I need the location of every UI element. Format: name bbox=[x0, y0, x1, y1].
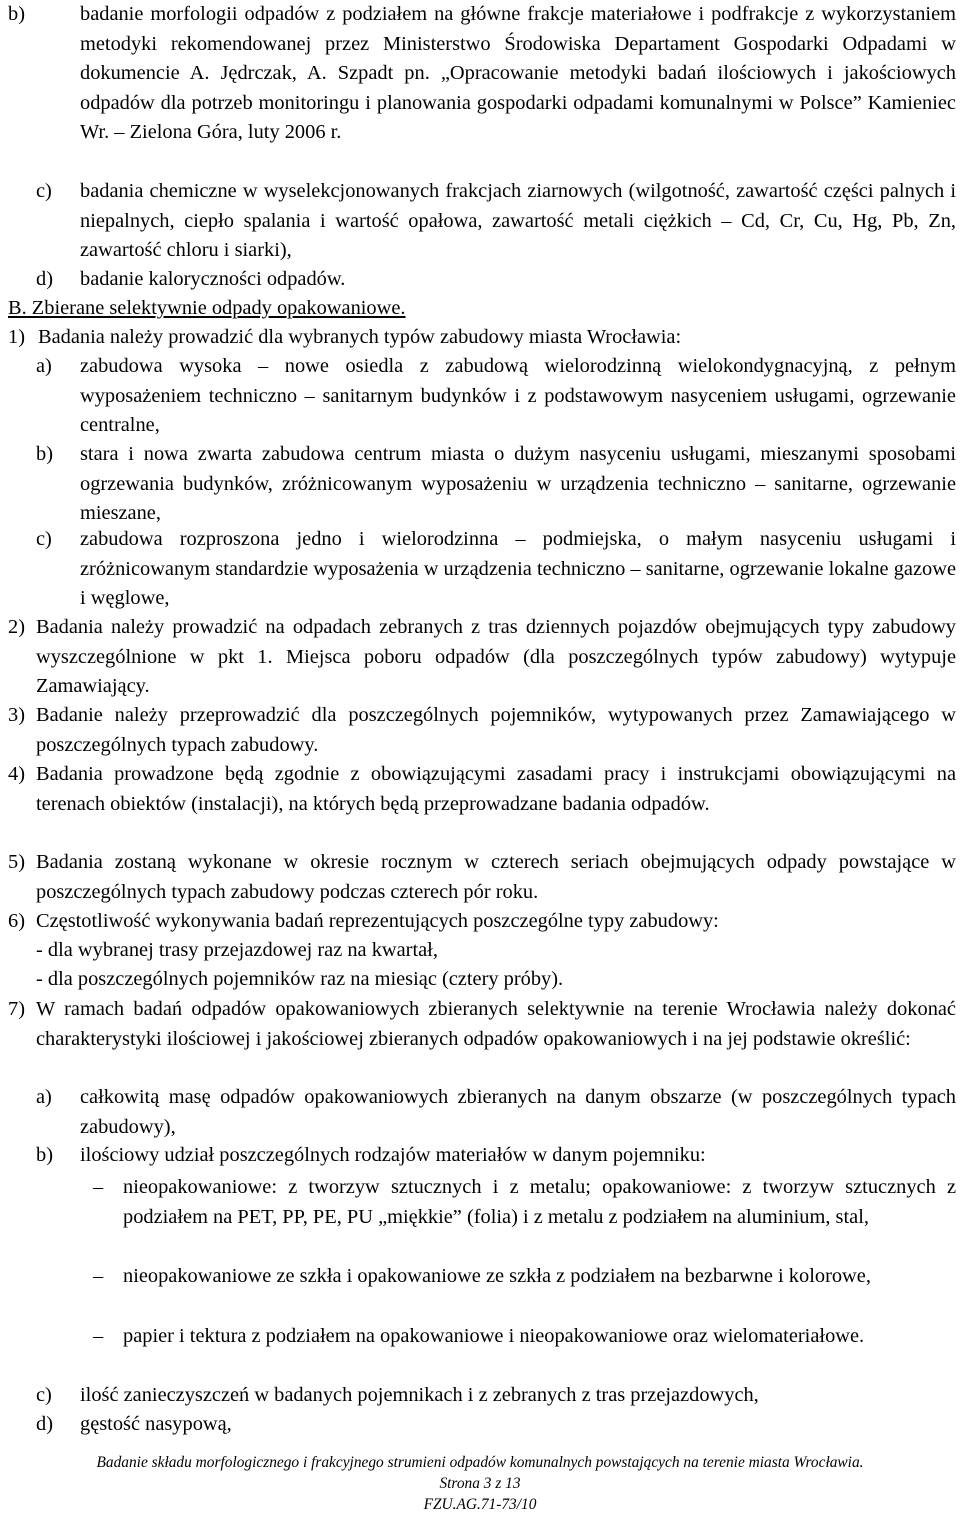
numbered-item-3 bbox=[8, 701, 956, 760]
sub-item-1a bbox=[36, 352, 956, 441]
footer-page-number: Strona 3 z 13 bbox=[439, 1475, 521, 1492]
footer-reference: FZU.AG.71-73/10 bbox=[423, 1496, 537, 1513]
list-text: badania chemiczne w wyselekcjonowanych frakcjach ziarnowych (wilgotność, zawartość części palnych i niepalnych, ciepło spalania i wartość opałowa, zawartość metali ciężkich – Cd, Cr, Cu, Hg, Pb, Zn, zawartość chloru i siarki), bbox=[80, 180, 956, 261]
dash-item-paper bbox=[93, 1322, 956, 1352]
list-label: c) bbox=[36, 1384, 52, 1406]
list-text: badanie morfologii odpadów z podziałem na główne frakcje materiałowe i podfrakcje z wykorzystaniem metodyki rekomendowanej przez Ministerstwo Środowiska Departament Gospodarki Odpadami w dokumencie A. Jędrczak, A. Szpadt pn. „Opracowanie metodyki badań ilościowych i jakościowych odpadów dla potrzeb monitoringu i planowania gospodarki odpadami komunalnymi w Polsce” Kamieniec Wr. – Zielona Góra, luty 2006 r. bbox=[80, 3, 956, 143]
dash-label: – bbox=[93, 1176, 104, 1198]
dash-label: – bbox=[93, 1265, 104, 1287]
footer-title: Badanie składu morfologicznego i frakcyjnego strumieni odpadów komunalnych powstających na terenie miasta Wrocławia. bbox=[96, 1454, 864, 1471]
dash-text: nieopakowaniowe ze szkła i opakowaniowe ze szkła z podziałem na bezbarwne i kolorowe, bbox=[123, 1265, 871, 1287]
frequency-line-route: - dla wybranej trasy przejazdowej raz na kwartał, bbox=[36, 939, 438, 961]
sub-item-7c bbox=[36, 1381, 956, 1411]
sub-item-7a bbox=[36, 1083, 956, 1142]
numbered-item-5 bbox=[8, 848, 956, 907]
numbered-item-7 bbox=[8, 995, 956, 1054]
dash-item-glass bbox=[93, 1262, 956, 1292]
list-item-b-morphology bbox=[8, 0, 956, 148]
list-text: całkowitą masę odpadów opakowaniowych zbieranych na danym obszarze (w poszczególnych typach zabudowy), bbox=[80, 1086, 956, 1138]
numbered-item-4 bbox=[8, 760, 956, 819]
list-text: zabudowa wysoka – nowe osiedla z zabudową wielorodzinną wielokondygnacyjną, z pełnym wyposażeniem techniczno – sanitarnym budynków i z podstawowym nasyceniem usługami, ogrzewanie centralne, bbox=[80, 355, 956, 436]
dash-text: nieopakowaniowe: z tworzyw sztucznych i z metalu; opakowaniowe: z tworzyw sztucznych z podziałem na PET, PP, PE, PU „miękkie” (folia) i z metalu z podziałem na aluminium, stal, bbox=[123, 1176, 956, 1228]
section-heading-b: B. Zbierane selektywnie odpady opakowaniowe. bbox=[8, 297, 406, 319]
sub-item-1c bbox=[36, 525, 956, 614]
sub-item-7b bbox=[36, 1141, 956, 1171]
list-label: d) bbox=[36, 268, 53, 290]
list-label: 7) bbox=[8, 998, 25, 1020]
list-text: stara i nowa zwarta zabudowa centrum miasta o dużym nasyceniu usługami, mieszanymi sposobami ogrzewania budynków, zróżnicowanym wyposażeniu w urządzenia techniczno – sanitarne, ogrzewanie mieszane, bbox=[80, 443, 956, 524]
list-text: Badania prowadzone będą zgodnie z obowiązującymi zasadami pracy i instrukcjami obowiązującymi na terenach obiektów (instalacji), na których będą przeprowadzane badania odpadów. bbox=[36, 763, 956, 815]
list-text: Badania należy prowadzić na odpadach zebranych z tras dziennych pojazdów obejmujących typy zabudowy wyszczególnione w pkt 1. Miejsca poboru odpadów (dla poszczególnych typów zabudowy) wytypuje Zamawiający. bbox=[36, 616, 956, 697]
frequency-line-containers: - dla poszczególnych pojemników raz na miesiąc (cztery próby). bbox=[36, 968, 564, 990]
numbered-item-1 bbox=[8, 323, 956, 353]
list-text: badanie kaloryczności odpadów. bbox=[80, 268, 346, 290]
list-label: 3) bbox=[8, 704, 25, 726]
list-label: 5) bbox=[8, 851, 25, 873]
list-item-c-chemical bbox=[36, 177, 956, 266]
list-label: c) bbox=[36, 528, 52, 550]
list-label: 1) bbox=[8, 326, 25, 348]
list-text: ilość zanieczyszczeń w badanych pojemnikach i z zebranych z tras przejazdowych, bbox=[80, 1384, 759, 1406]
list-text: Częstotliwość wykonywania badań reprezentujących poszczególne typy zabudowy: bbox=[36, 910, 719, 932]
numbered-item-2 bbox=[8, 613, 956, 702]
list-text: W ramach badań odpadów opakowaniowych zbieranych selektywnie na terenie Wrocławia należy dokonać charakterystyki ilościowej i jakościowej zbieranych odpadów opakowaniowych i na jej podstawie określić: bbox=[36, 998, 956, 1050]
list-label: 6) bbox=[8, 910, 25, 932]
list-label: 4) bbox=[8, 763, 25, 785]
list-label: b) bbox=[36, 443, 53, 465]
list-text: zabudowa rozproszona jedno i wielorodzinna – podmiejska, o małym nasyceniu usługami i zróżnicowanym standardzie wyposażenia w urządzenia techniczno – sanitarne, ogrzewanie lokalne gazowe i węglowe, bbox=[80, 528, 956, 609]
list-label: a) bbox=[36, 1086, 52, 1108]
list-text: Badania należy prowadzić dla wybranych typów zabudowy miasta Wrocławia: bbox=[38, 326, 682, 348]
list-text: ilościowy udział poszczególnych rodzajów materiałów w danym pojemniku: bbox=[80, 1144, 706, 1166]
list-label: 2) bbox=[8, 616, 25, 638]
dash-item-plastics-metal bbox=[93, 1173, 956, 1232]
sub-item-1b bbox=[36, 440, 956, 529]
dash-label: – bbox=[93, 1325, 104, 1347]
list-label: b) bbox=[36, 1144, 53, 1166]
list-label: d) bbox=[36, 1413, 53, 1435]
list-item-d-calorific bbox=[36, 265, 956, 295]
list-label: c) bbox=[36, 180, 52, 202]
list-label: b) bbox=[8, 3, 25, 25]
list-label: a) bbox=[36, 355, 52, 377]
list-text: gęstość nasypową, bbox=[80, 1413, 232, 1435]
numbered-item-6 bbox=[8, 907, 956, 937]
list-text: Badanie należy przeprowadzić dla poszczególnych pojemników, wytypowanych przez Zamawiającego w poszczególnych typach zabudowy. bbox=[36, 704, 956, 756]
sub-item-7d bbox=[36, 1410, 956, 1440]
dash-text: papier i tektura z podziałem na opakowaniowe i nieopakowaniowe oraz wielomateriałowe. bbox=[123, 1325, 865, 1347]
list-text: Badania zostaną wykonane w okresie rocznym w czterech seriach obejmujących odpady powstające w poszczególnych typach zabudowy podczas czterech pór roku. bbox=[36, 851, 956, 903]
